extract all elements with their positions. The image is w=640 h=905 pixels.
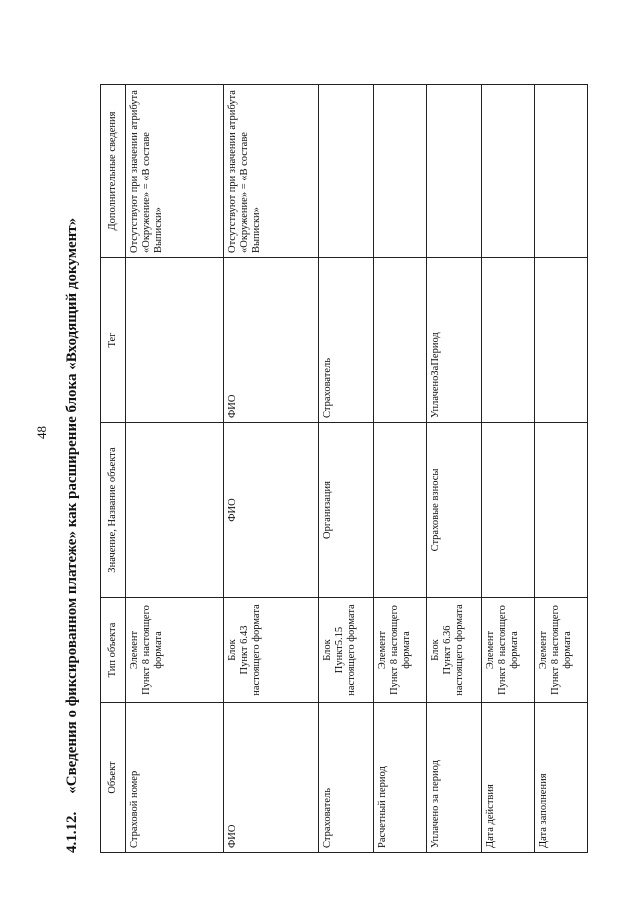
header-tag: Тег xyxy=(101,258,126,423)
header-value: Значение, Название объекта xyxy=(101,423,126,598)
cell-type: Блок Пункт 6.36 настоящего формата xyxy=(426,598,481,703)
table-row xyxy=(373,85,426,853)
cell-object: Страхователь xyxy=(318,703,373,853)
header-type: Тип объекта xyxy=(101,598,126,703)
table-row xyxy=(126,85,224,853)
cell-tag xyxy=(482,258,535,423)
cell-value xyxy=(534,423,587,598)
table-row xyxy=(482,85,535,853)
cell-extra xyxy=(534,85,587,258)
cell-tag xyxy=(126,258,224,423)
cell-tag: УплаченоЗаПериод xyxy=(426,258,481,423)
cell-type: Элемент Пункт 8 настоящего формата xyxy=(373,598,426,703)
table-row xyxy=(534,85,587,853)
cell-tag: Страхователь xyxy=(318,258,373,423)
cell-tag xyxy=(534,258,587,423)
cell-extra xyxy=(373,85,426,258)
cell-extra xyxy=(426,85,481,258)
table-row xyxy=(224,85,318,853)
cell-type: Элемент Пункт 8 настоящего формата xyxy=(482,598,535,703)
cell-type: Элемент Пункт 8 настоящего формата xyxy=(534,598,587,703)
cell-value xyxy=(373,423,426,598)
table-header-row xyxy=(101,85,126,853)
cell-extra xyxy=(318,85,373,258)
cell-tag xyxy=(373,258,426,423)
cell-extra: Отсутствуют при значении атрибута «Окружение» = «В составе Выписки» xyxy=(126,85,224,258)
cell-tag: ФИО xyxy=(224,258,318,423)
cell-value xyxy=(126,423,224,598)
cell-object: Расчетный период xyxy=(373,703,426,853)
header-extra: Дополнительные сведения xyxy=(101,85,126,258)
cell-object: Страховой номер xyxy=(126,703,224,853)
cell-object: Дата действия xyxy=(482,703,535,853)
cell-extra xyxy=(482,85,535,258)
cell-object: Дата заполнения xyxy=(534,703,587,853)
cell-type: Блок Пункт5.15 настоящего формата xyxy=(318,598,373,703)
cell-type: Элемент Пункт 8 настоящего формата xyxy=(126,598,224,703)
cell-value: Организация xyxy=(318,423,373,598)
cell-type: Блок Пункт 6.43 настоящего формата xyxy=(224,598,318,703)
section-heading xyxy=(64,85,104,853)
cell-object: Уплачено за период xyxy=(426,703,481,853)
rotated-content xyxy=(48,85,593,853)
section-number: 4.1.12. xyxy=(64,811,80,853)
header-object: Объект xyxy=(101,703,126,853)
cell-value: ФИО xyxy=(224,423,318,598)
page-number: 48 xyxy=(34,426,49,439)
cell-value xyxy=(482,423,535,598)
cell-object: ФИО xyxy=(224,703,318,853)
cell-value: Страховые взносы xyxy=(426,423,481,598)
object-table xyxy=(100,84,588,853)
table-row xyxy=(318,85,373,853)
cell-extra: Отсутствуют при значении атрибута «Окружение» = «В составе Выписки» xyxy=(224,85,318,258)
section-title: «Сведения о фиксированном платеже» как расширение блока «Входящий документ» xyxy=(64,217,80,794)
table-row xyxy=(426,85,481,853)
